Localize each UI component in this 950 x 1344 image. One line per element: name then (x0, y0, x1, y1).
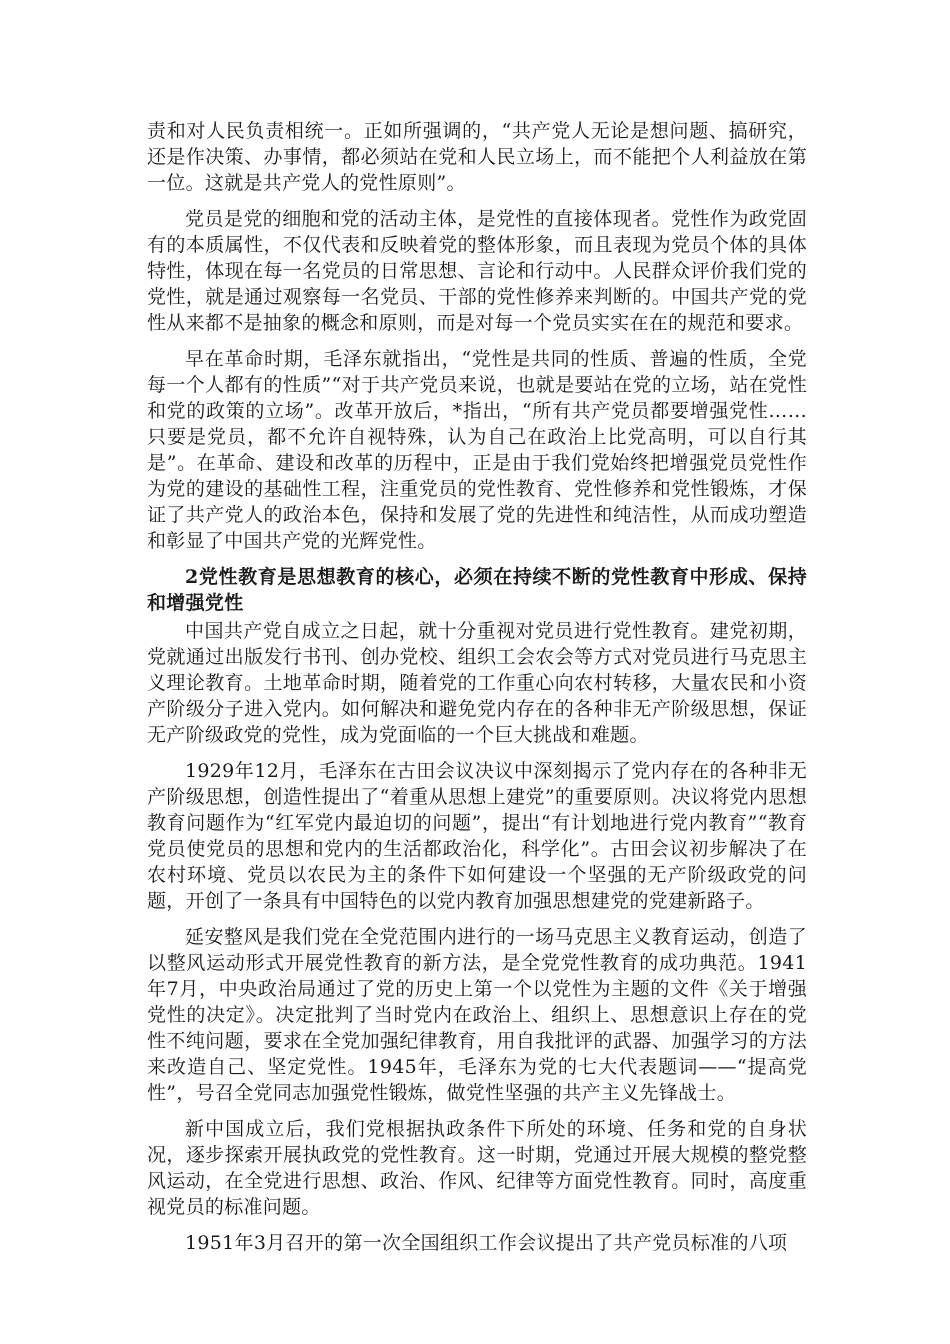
section-heading: 2党性教育是思想教育的核心，必须在持续不断的党性教育中形成、保持和增强党性 (147, 566, 807, 614)
paragraph-7: 新中国成立后，我们党根据执政条件下所处的环境、任务和党的自身状况，逐步探索开展执政党的党性教育。这一时期，党通过开展大规模的整党整风运动，在全党进行思想、政治、作风、纪律等方面党性教育。同时，高度重视党员的标准问题。 (147, 1118, 807, 1218)
paragraph-6: 延安整风是我们党在全党范围内进行的一场马克思主义教育运动，创造了以整风运动形式开展党性教育的新方法，是全党党性教育的成功典范。1941年7月，中央政治局通过了党的历史上第一个以党性为主题的文件《关于增强党性的决定》。决定批判了当时党内在政治上、组织上、思想意识上存在的党性不纯问题，要求在全党加强纪律教育，用自我批评的武器、加强学习的方法来改造自己、坚定党性。1945年，毛泽东为党的七大代表题词——“提高党性”，号召全党同志加强党性锻炼，做党性坚强的共产主义先锋战士。 (147, 926, 807, 1104)
paragraph-1: 责和对人民负责相统一。正如所强调的，“共产党人无论是想问题、搞研究，还是作决策、办事情，都必须站在党和人民立场上，而不能把个人利益放在第一位。这就是共产党人的党性原则”。 (147, 120, 807, 194)
paragraph-5: 1929年12月，毛泽东在古田会议决议中深刻揭示了党内存在的各种非无产阶级思想，创造性提出了“着重从思想上建党”的重要原则。决议将党内思想教育问题作为“红军党内最迫切的问题”，提出“有计划地进行党内教育”“教育党员使党员的思想和党内的生活都政治化，科学化”。古田会议初步解决了在农村环境、党员以农民为主的条件下如何建设一个坚强的无产阶级政党的问题，开创了一条具有中国特色的以党内教育加强思想建党的党建新路子。 (147, 760, 807, 912)
paragraph-8: 1951年3月召开的第一次全国组织工作会议提出了共产党员标准的八项 (185, 1232, 788, 1254)
paragraph-4: 中国共产党自成立之日起，就十分重视对党员进行党性教育。建党初期，党就通过出版发行书刊、创办党校、组织工会农会等方式对党员进行马克思主义理论教育。土地革命时期，随着党的工作重心向农村转移，大量农民和小资产阶级分子进入党内。如何解决和避免党内存在的各种非无产阶级思想，保证无产阶级政党的党性，成为党面临的一个巨大挑战和难题。 (147, 620, 807, 746)
document-page (147, 118, 807, 1266)
paragraph-2: 党员是党的细胞和党的活动主体，是党性的直接体现者。党性作为政党固有的本质属性，不仅代表和反映着党的整体形象，而且表现为党员个体的具体特性，体现在每一名党员的日常思想、言论和行动中。人民群众评价我们党的党性，就是通过观察每一名党员、干部的党性修养来判断的。中国共产党的党性从来都不是抽象的概念和原则，而是对每一个党员实实在在的规范和要求。 (147, 208, 807, 334)
paragraph-3: 早在革命时期，毛泽东就指出，“党性是共同的性质、普遍的性质，全党每一个人都有的性质”“对于共产党员来说，也就是要站在党的立场，站在党性和党的政策的立场”。改革开放后，*指出，“所有共产党员都要增强党性……只要是党员，都不允许自视特殊，认为自己在政治上比党高明，可以自行其是”。在革命、建设和改革的历程中，正是由于我们党始终把增强党员党性作为党的建设的基础性工程，注重党员的党性教育、党性修养和党性锻炼，才保证了共产党人的政治本色，保持和发展了党的先进性和纯洁性，从而成功塑造和彰显了中国共产党的光辉党性。 (147, 348, 807, 552)
